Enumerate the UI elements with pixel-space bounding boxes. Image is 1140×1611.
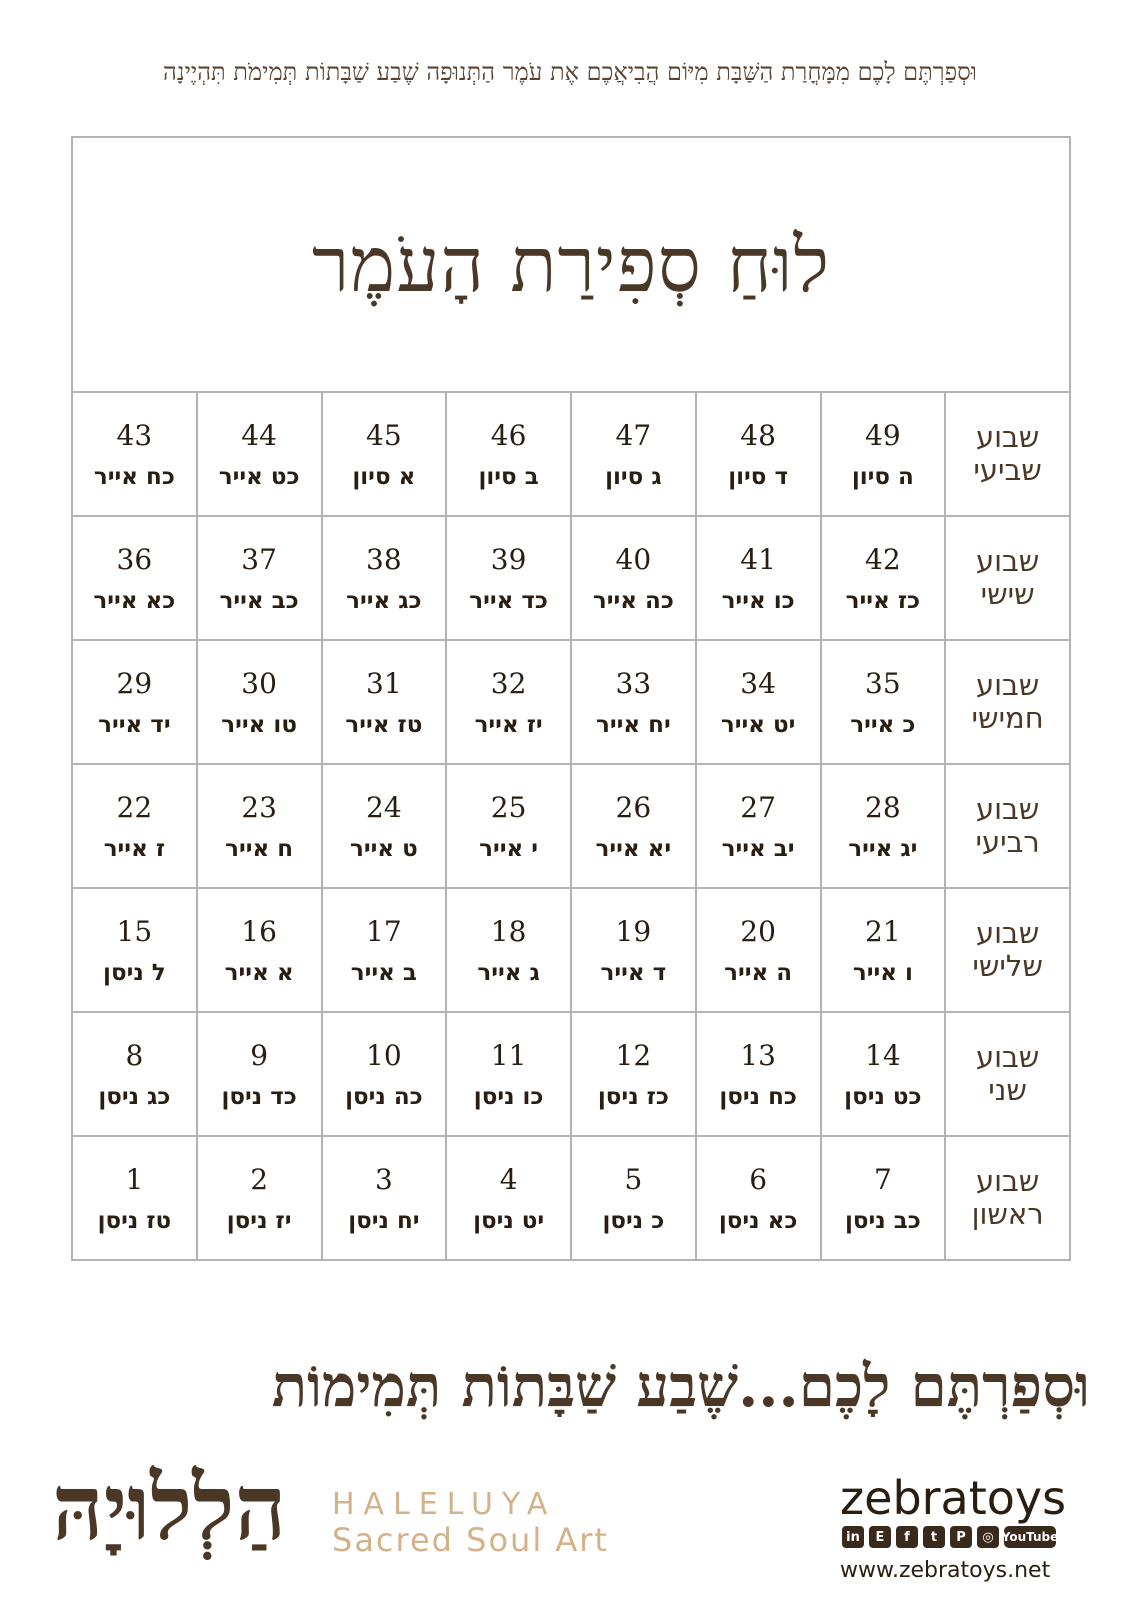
- pinterest-icon[interactable]: P: [950, 1526, 972, 1548]
- day-number: 30: [241, 666, 277, 700]
- youtube-icon[interactable]: YouTube: [1004, 1526, 1056, 1548]
- day-cell: [571, 392, 696, 516]
- hebrew-date: כז אייר: [845, 587, 921, 614]
- hebrew-date: ג סיון: [605, 463, 662, 490]
- day-number: 37: [241, 542, 277, 576]
- day-cell: [197, 764, 322, 888]
- day-cell: [197, 516, 322, 640]
- hebrew-date: כו ניסן: [473, 1083, 544, 1110]
- day-cell: [696, 1136, 821, 1260]
- hebrew-date: כח ניסן: [719, 1083, 797, 1110]
- hebrew-date: טז אייר: [345, 711, 423, 738]
- day-cell: [446, 1012, 571, 1136]
- week-label-ordinal: שלישי: [972, 949, 1043, 983]
- day-cell: [696, 516, 821, 640]
- day-number: 34: [740, 666, 776, 700]
- day-cell: [821, 392, 946, 516]
- day-number: 46: [490, 418, 527, 452]
- hebrew-date: א אייר: [224, 959, 294, 986]
- instagram-icon[interactable]: ◎: [977, 1526, 999, 1548]
- day-number: 47: [615, 418, 652, 452]
- hebrew-date: ב אייר: [350, 959, 417, 986]
- week-row: [72, 888, 1070, 1012]
- hebrew-date: כב ניסן: [844, 1207, 921, 1234]
- day-cell: [446, 764, 571, 888]
- hebrew-date: ב סיון: [478, 463, 539, 490]
- hebrew-date: יט ניסן: [473, 1207, 545, 1234]
- hebrew-date: יא אייר: [595, 835, 672, 862]
- week-label-ordinal: שישי: [980, 577, 1035, 611]
- day-number: 16: [241, 914, 277, 948]
- day-cell: [197, 1136, 322, 1260]
- hebrew-date: א סיון: [352, 463, 416, 490]
- week-label-ordinal: רביעי: [975, 825, 1040, 859]
- day-number: 6: [749, 1162, 768, 1196]
- hebrew-date: ד אייר: [600, 959, 667, 986]
- day-number: 3: [374, 1162, 393, 1196]
- day-cell: [197, 888, 322, 1012]
- day-cell: [696, 1012, 821, 1136]
- hebrew-date: יח ניסן: [348, 1207, 420, 1234]
- day-number: 1: [125, 1162, 144, 1196]
- day-cell: [322, 640, 447, 764]
- hebrew-date: ו אייר: [852, 959, 913, 986]
- day-number: 35: [865, 666, 901, 700]
- etsy-icon[interactable]: E: [869, 1526, 891, 1548]
- week-row: [72, 1012, 1070, 1136]
- day-cell: [821, 1012, 946, 1136]
- table-title: לוּחַ סְפִירַת הָעֹמֶר: [311, 219, 831, 309]
- day-number: 29: [116, 666, 153, 700]
- week-label-cell: [945, 888, 1070, 1012]
- bottom-verse: וּסְפַרְתֶּם לָכֶם...שֶׁבַע שַׁבָּתוֹת תְּמִימוֹת: [271, 1352, 1090, 1420]
- omer-calendar-table: [71, 136, 1071, 1261]
- hebrew-date: כא אייר: [93, 587, 176, 614]
- day-cell: [197, 640, 322, 764]
- brand-name: HALELUYA: [332, 1487, 557, 1522]
- facebook-icon[interactable]: f: [896, 1526, 918, 1548]
- day-number: 45: [366, 418, 402, 452]
- day-cell: [72, 764, 197, 888]
- hebrew-date: יט אייר: [720, 711, 796, 738]
- week-label-word: שבוע: [975, 420, 1040, 454]
- day-number: 41: [740, 542, 776, 576]
- week-row: [72, 392, 1070, 516]
- hebrew-date: כ אייר: [850, 711, 916, 738]
- day-number: 22: [116, 790, 153, 824]
- day-cell: [821, 764, 946, 888]
- day-number: 7: [873, 1162, 892, 1196]
- day-cell: [446, 888, 571, 1012]
- week-label-cell: [945, 1136, 1070, 1260]
- hebrew-date: כה אייר: [592, 587, 674, 614]
- day-cell: [696, 888, 821, 1012]
- week-row: [72, 640, 1070, 764]
- day-number: 27: [740, 790, 776, 824]
- week-row: [72, 516, 1070, 640]
- day-number: 17: [366, 914, 402, 948]
- day-cell: [322, 888, 447, 1012]
- haleluya-logo: הַלְלוּיָהּ: [52, 1455, 287, 1561]
- day-number: 48: [740, 418, 776, 452]
- company-name: zebratoys: [840, 1471, 1067, 1525]
- twitter-icon[interactable]: t: [923, 1526, 945, 1548]
- day-number: 23: [241, 790, 277, 824]
- hebrew-date: יב אייר: [721, 835, 795, 862]
- day-number: 38: [366, 542, 402, 576]
- day-cell: [696, 392, 821, 516]
- day-cell: [72, 516, 197, 640]
- hebrew-date: כד אייר: [469, 587, 548, 614]
- day-cell: [446, 516, 571, 640]
- hebrew-date: כ ניסן: [602, 1207, 665, 1234]
- day-cell: [571, 764, 696, 888]
- week-label-cell: [945, 640, 1070, 764]
- day-cell: [322, 392, 447, 516]
- hebrew-date: כג ניסן: [98, 1083, 171, 1110]
- week-row: [72, 1136, 1070, 1260]
- day-cell: [696, 640, 821, 764]
- hebrew-date: ג אייר: [477, 959, 540, 986]
- day-number: 33: [615, 666, 652, 700]
- day-number: 13: [740, 1038, 776, 1072]
- hebrew-date: טו אייר: [221, 711, 297, 738]
- hebrew-date: כח אייר: [93, 463, 175, 490]
- brand-tagline: Sacred Soul Art: [332, 1521, 609, 1559]
- hebrew-date: יג אייר: [848, 835, 918, 862]
- day-cell: [571, 1136, 696, 1260]
- day-number: 19: [615, 914, 652, 948]
- hebrew-date: כה ניסן: [345, 1083, 423, 1110]
- day-cell: [571, 1012, 696, 1136]
- day-cell: [696, 764, 821, 888]
- hebrew-date: כב אייר: [219, 587, 299, 614]
- hebrew-date: ח אייר: [225, 835, 294, 862]
- hebrew-date: כג אייר: [346, 587, 422, 614]
- hebrew-date: י אייר: [479, 835, 539, 862]
- hebrew-date: ה סיון: [851, 463, 914, 490]
- day-cell: [571, 516, 696, 640]
- week-label-word: שבוע: [975, 916, 1040, 950]
- day-cell: [322, 1012, 447, 1136]
- week-label-word: שבוע: [975, 1164, 1040, 1198]
- day-number: 20: [740, 914, 776, 948]
- hebrew-date: ה אייר: [724, 959, 793, 986]
- hebrew-date: ז אייר: [103, 835, 166, 862]
- hebrew-date: כו אייר: [721, 587, 795, 614]
- week-label-cell: [945, 1012, 1070, 1136]
- day-number: 26: [615, 790, 652, 824]
- week-row: [72, 764, 1070, 888]
- week-label-word: שבוע: [975, 1040, 1040, 1074]
- day-cell: [322, 764, 447, 888]
- hebrew-date: יד אייר: [98, 711, 171, 738]
- hebrew-date: ד סיון: [728, 463, 788, 490]
- day-cell: [72, 888, 197, 1012]
- hebrew-date: יח אייר: [596, 711, 671, 738]
- company-website[interactable]: www.zebratoys.net: [840, 1558, 1051, 1583]
- day-number: 25: [490, 790, 527, 824]
- day-number: 36: [116, 542, 153, 576]
- week-label-ordinal: ראשון: [971, 1197, 1044, 1231]
- week-rows: [72, 392, 1070, 1260]
- week-label-word: שבוע: [975, 792, 1040, 826]
- hebrew-date: יז אייר: [474, 711, 543, 738]
- day-cell: [821, 516, 946, 640]
- table-title-cell: [72, 137, 1070, 392]
- day-number: 32: [490, 666, 527, 700]
- day-cell: [821, 640, 946, 764]
- week-label-cell: [945, 516, 1070, 640]
- hebrew-date: טז ניסן: [97, 1207, 172, 1234]
- day-number: 11: [490, 1038, 527, 1072]
- day-cell: [322, 516, 447, 640]
- day-number: 12: [615, 1038, 652, 1072]
- day-number: 15: [116, 914, 153, 948]
- day-number: 31: [366, 666, 402, 700]
- day-number: 49: [865, 418, 901, 452]
- week-label-word: שבוע: [975, 668, 1040, 702]
- linkedin-icon[interactable]: in: [842, 1526, 864, 1548]
- day-number: 10: [366, 1038, 402, 1072]
- day-number: 40: [615, 542, 652, 576]
- week-label-word: שבוע: [975, 544, 1040, 578]
- day-cell: [821, 1136, 946, 1260]
- hebrew-date: ט אייר: [349, 835, 418, 862]
- day-number: 9: [250, 1038, 269, 1072]
- day-number: 4: [499, 1162, 518, 1196]
- social-icons: [842, 1526, 1059, 1548]
- day-cell: [446, 1136, 571, 1260]
- day-number: 24: [366, 790, 402, 824]
- day-number: 5: [624, 1162, 643, 1196]
- day-cell: [322, 1136, 447, 1260]
- hebrew-date: כט ניסן: [844, 1083, 922, 1110]
- day-cell: [72, 640, 197, 764]
- day-cell: [197, 392, 322, 516]
- day-number: 21: [865, 914, 901, 948]
- hebrew-date: כט אייר: [218, 463, 300, 490]
- day-cell: [197, 1012, 322, 1136]
- week-label-cell: [945, 764, 1070, 888]
- day-cell: [72, 392, 197, 516]
- day-number: 43: [116, 418, 153, 452]
- hebrew-date: ל ניסן: [103, 959, 166, 986]
- day-number: 44: [241, 418, 277, 452]
- week-label-ordinal: שביעי: [973, 453, 1042, 487]
- day-cell: [571, 888, 696, 1012]
- day-cell: [72, 1012, 197, 1136]
- hebrew-date: כא ניסן: [718, 1207, 798, 1234]
- day-number: 2: [250, 1162, 269, 1196]
- hebrew-date: יז ניסן: [226, 1207, 292, 1234]
- day-cell: [571, 640, 696, 764]
- day-number: 28: [865, 790, 901, 824]
- week-label-ordinal: שני: [988, 1073, 1027, 1107]
- day-cell: [72, 1136, 197, 1260]
- week-label-ordinal: חמישי: [971, 701, 1044, 735]
- day-number: 8: [125, 1038, 144, 1072]
- day-cell: [446, 392, 571, 516]
- hebrew-date: כד ניסן: [221, 1083, 297, 1110]
- day-cell: [446, 640, 571, 764]
- top-verse: וּסְפַרְתֶּם לָכֶם מִמָּחֳרַת הַשַּׁבָּת מִיּוֹם הֲבִיאֲכֶם אֶת עֹמֶר הַתְּנוּפָה שֶׁבַע שַׁבָּתוֹת תְּמִימֹת תִּהְיֶינָה: [163, 58, 977, 86]
- day-number: 42: [865, 542, 901, 576]
- day-cell: [821, 888, 946, 1012]
- day-number: 18: [490, 914, 527, 948]
- day-number: 14: [865, 1038, 901, 1072]
- day-number: 39: [490, 542, 527, 576]
- hebrew-date: כז ניסן: [597, 1083, 669, 1110]
- week-label-cell: [945, 392, 1070, 516]
